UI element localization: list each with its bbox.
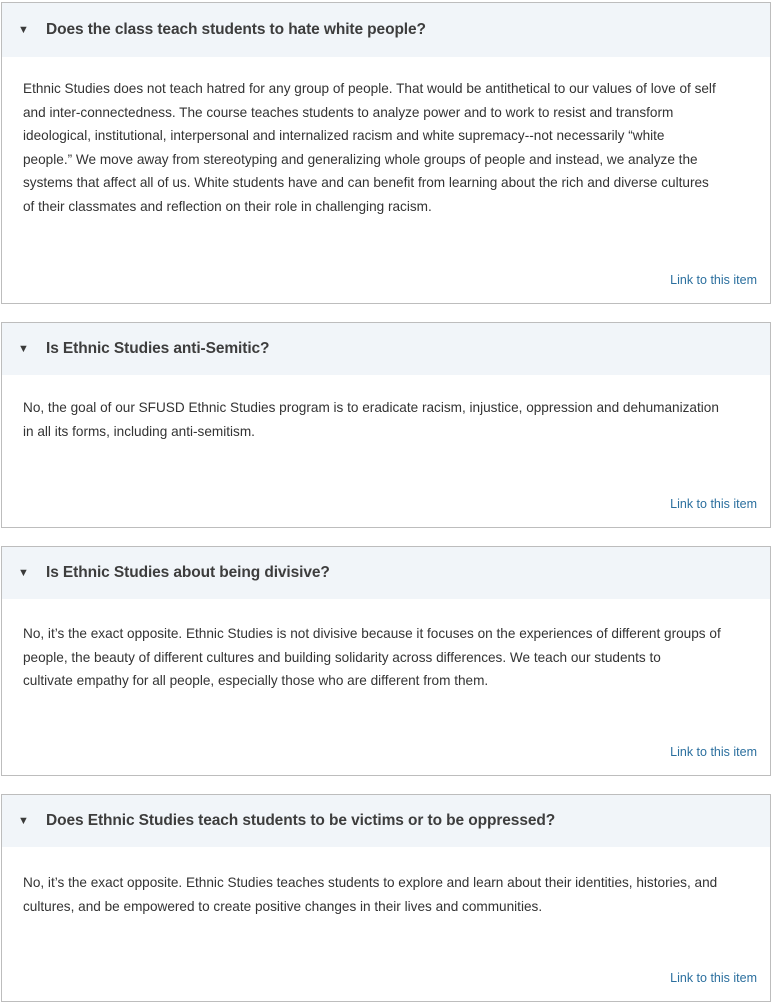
link-to-item[interactable]: Link to this item [670, 745, 757, 759]
answer-line: cultivate empathy for all people, especially those who are different from them. [23, 673, 489, 688]
answer-line: in all its forms, including anti-semitism. [23, 423, 255, 439]
answer-line: No, it’s the exact opposite. Ethnic Studies teaches students to explore and learn about their identities, histories, and [23, 875, 718, 890]
triangle-down-icon[interactable]: ▼ [18, 814, 29, 827]
faq-question: Does the class teach students to hate white people? [46, 21, 426, 38]
answer-line: ideological, institutional, interpersonal and internalized racism and white supremacy--not necessarily “white [23, 128, 665, 143]
faq-question-toggle[interactable] [2, 3, 770, 57]
faq-question-toggle[interactable] [2, 795, 770, 847]
faq-answer [23, 871, 756, 918]
answer-line: cultures, and be empowered to create positive changes in their lives and communities. [23, 898, 543, 914]
answer-line: No, it’s the exact opposite. Ethnic Studies is not divisive because it focuses on the experiences of different groups of [23, 626, 721, 641]
faq-question: Does Ethnic Studies teach students to be victims or to be oppressed? [46, 812, 556, 829]
faq-item [1, 322, 771, 528]
faq-answer [23, 396, 756, 443]
faq-item [1, 2, 771, 304]
answer-line: people, the beauty of different cultures and building solidarity across differences. We teach our students to [23, 649, 661, 665]
faq-question-toggle[interactable] [2, 323, 770, 375]
link-to-item[interactable]: Link to this item [670, 971, 757, 985]
answer-line: and inter-connectedness. The course teaches students to analyze power and to work to resist and transform [23, 104, 674, 120]
link-to-item[interactable]: Link to this item [670, 273, 757, 287]
faq-item [1, 794, 771, 1002]
faq-question: Is Ethnic Studies about being divisive? [46, 564, 330, 581]
faq-item [1, 546, 771, 776]
answer-line: systems that affect all of us. White students have and can benefit from learning about the rich and diverse cultures [23, 175, 709, 190]
triangle-down-icon[interactable]: ▼ [18, 342, 29, 355]
faq-question-toggle[interactable] [2, 547, 770, 599]
answer-line: Ethnic Studies does not teach hatred for any group of people. That would be antithetical to our values of love of self [23, 81, 716, 96]
answer-line: No, the goal of our SFUSD Ethnic Studies program is to eradicate racism, injustice, oppression and dehumanization [23, 400, 719, 415]
faq-question: Is Ethnic Studies anti-Semitic? [46, 340, 270, 357]
faq-answer [23, 622, 756, 693]
link-to-item[interactable]: Link to this item [670, 497, 757, 511]
triangle-down-icon[interactable]: ▼ [18, 566, 29, 579]
faq-answer [23, 77, 756, 218]
answer-line: of their classmates and reflection on their role in challenging racism. [23, 198, 432, 214]
answer-line: people.” We move away from stereotyping and generalizing whole groups of people and instead, we analyze the [23, 151, 698, 167]
triangle-down-icon[interactable]: ▼ [18, 23, 29, 36]
